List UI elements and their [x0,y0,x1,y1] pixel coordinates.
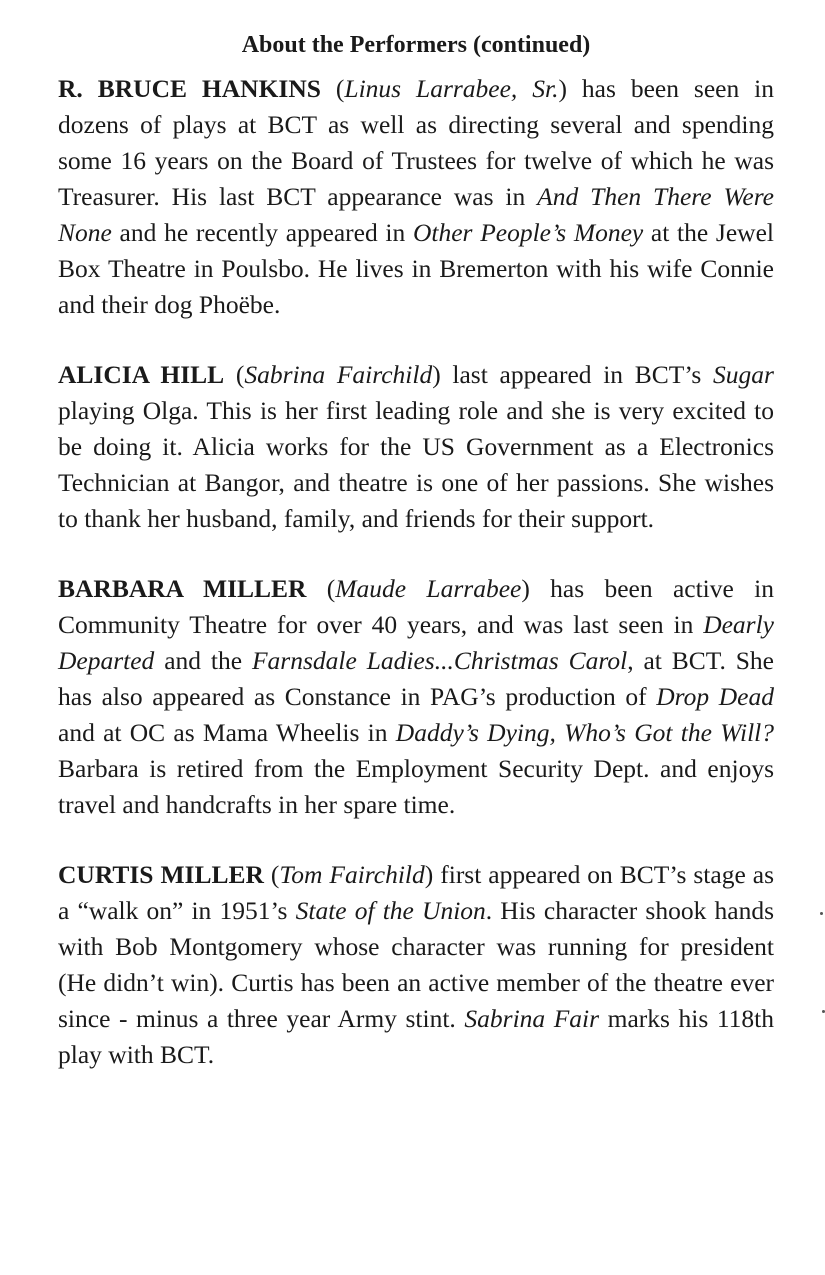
scan-speck [820,912,823,915]
bio-curtis-miller: CURTIS MILLER (Tom Fairchild) first appeared on BCT’s stage as a “walk on” in 1951’s State of the Union. His character shook hands with Bob Montgomery whose character was running for president (He didn’t win). Curtis has been an active member of the theatre ever since - minus a three year Army stint. Sabrina Fair marks his 118th play with BCT. [58,860,775,1069]
bio-text: at the Jewel Box Theatre in Poulsbo. He lives in Bremerton with his wife Connie and their dog Phoëbe. [58,218,774,319]
character-name: Tom Fairchild [279,860,425,889]
play-title: Sugar [713,360,774,389]
play-title: Farnsdale Ladies...Christmas Carol [251,646,628,675]
bio-text: and at OC as Mama Wheelis in [58,718,396,747]
bio-text: , at BCT. She has also appeared as Constance in PAG’s production of [58,646,774,711]
bio-text: last appeared in BCT’s [440,360,714,389]
bio-barbara-miller: BARBARA MILLER (Maude Larrabee) has been active in Community Theatre for over 40 years, and was last seen in Dearly Departed and the Farnsdale Ladies...Christmas Carol, at BCT. She has also appeared as Constance in PAG’s production of Drop Dead and at OC as Mama Wheelis in Daddy’s Dying, Who’s Got the Will? Barbara is retired from the Employment Security Dept. and enjoys travel and handcrafts in her spare time. [58,574,774,819]
play-title: Daddy’s Dying, Who’s Got the Will? [395,718,774,747]
program-page [58,30,774,1107]
character-name: Linus Larrabee, Sr. [344,74,559,103]
character-name: Sabrina Fairchild [244,360,433,389]
bio-text: . His character shook hands with Bob Montgomery whose character was running for president (He didn’t win). Curtis has been an active member of the theatre ever since - minus a three year Army stint. [58,896,774,1033]
character-name: Maude Larrabee [335,574,522,603]
bio-text: has been active in Community Theatre for over 40 years, and was last seen in [58,574,774,639]
bio-alicia-hill: ALICIA HILL (Sabrina Fairchild) last appeared in BCT’s Sugar playing Olga. This is her first leading role and she is very excited to be doing it. Alicia works for the US Government as a Electronics Technician at Bangor, and theatre is one of her passions. She wishes to thank her husband, family, and friends for their support. [58,360,774,533]
bio-text: has been seen in dozens of plays at BCT as well as directing several and spending some 16 years on the Board of Trustees for twelve of which he was Treasurer. His last BCT appearance was in [58,74,774,211]
bio-text: playing Olga. This is her first leading role and she is very excited to be doing it. Alicia works for the US Government as a Electronics Technician at Bangor, and theatre is one of her passions. She wishes to thank her husband, family, and friends for their support. [58,396,774,533]
bio-text: Barbara is retired from the Employment Security Dept. and enjoys travel and handcrafts in her spare time. [58,754,774,819]
bio-text: and the [154,646,252,675]
bio-text: and he recently appeared in [111,218,413,247]
bio-text: first appeared on BCT’s stage as a “walk on” in 1951’s [58,860,774,925]
play-title: Sabrina Fair [464,1004,600,1033]
play-title: And Then There Were None [58,182,774,247]
performer-name: ALICIA HILL [58,360,225,389]
performer-name: R. BRUCE HANKINS [58,74,321,103]
bio-bruce-hankins: R. BRUCE HANKINS (Linus Larrabee, Sr.) has been seen in dozens of plays at BCT as well as directing several and spending some 16 years on the Board of Trustees for twelve of which he was Treasurer. His last BCT appearance was in And Then There Were None and he recently appeared in Other People’s Money at the Jewel Box Theatre in Poulsbo. He lives in Bremerton with his wife Connie and their dog Phoëbe. [58,74,774,319]
play-title: Drop Dead [656,682,774,711]
play-title: Dearly Departed [58,610,774,675]
play-title: Other People’s Money [412,218,644,247]
page-heading: About the Performers (continued) [241,32,591,58]
performer-name: CURTIS MILLER [58,860,264,889]
bio-text: marks his 118th play with BCT. [58,1004,775,1069]
play-title: State of the Union [295,896,486,925]
performer-name: BARBARA MILLER [58,574,307,603]
